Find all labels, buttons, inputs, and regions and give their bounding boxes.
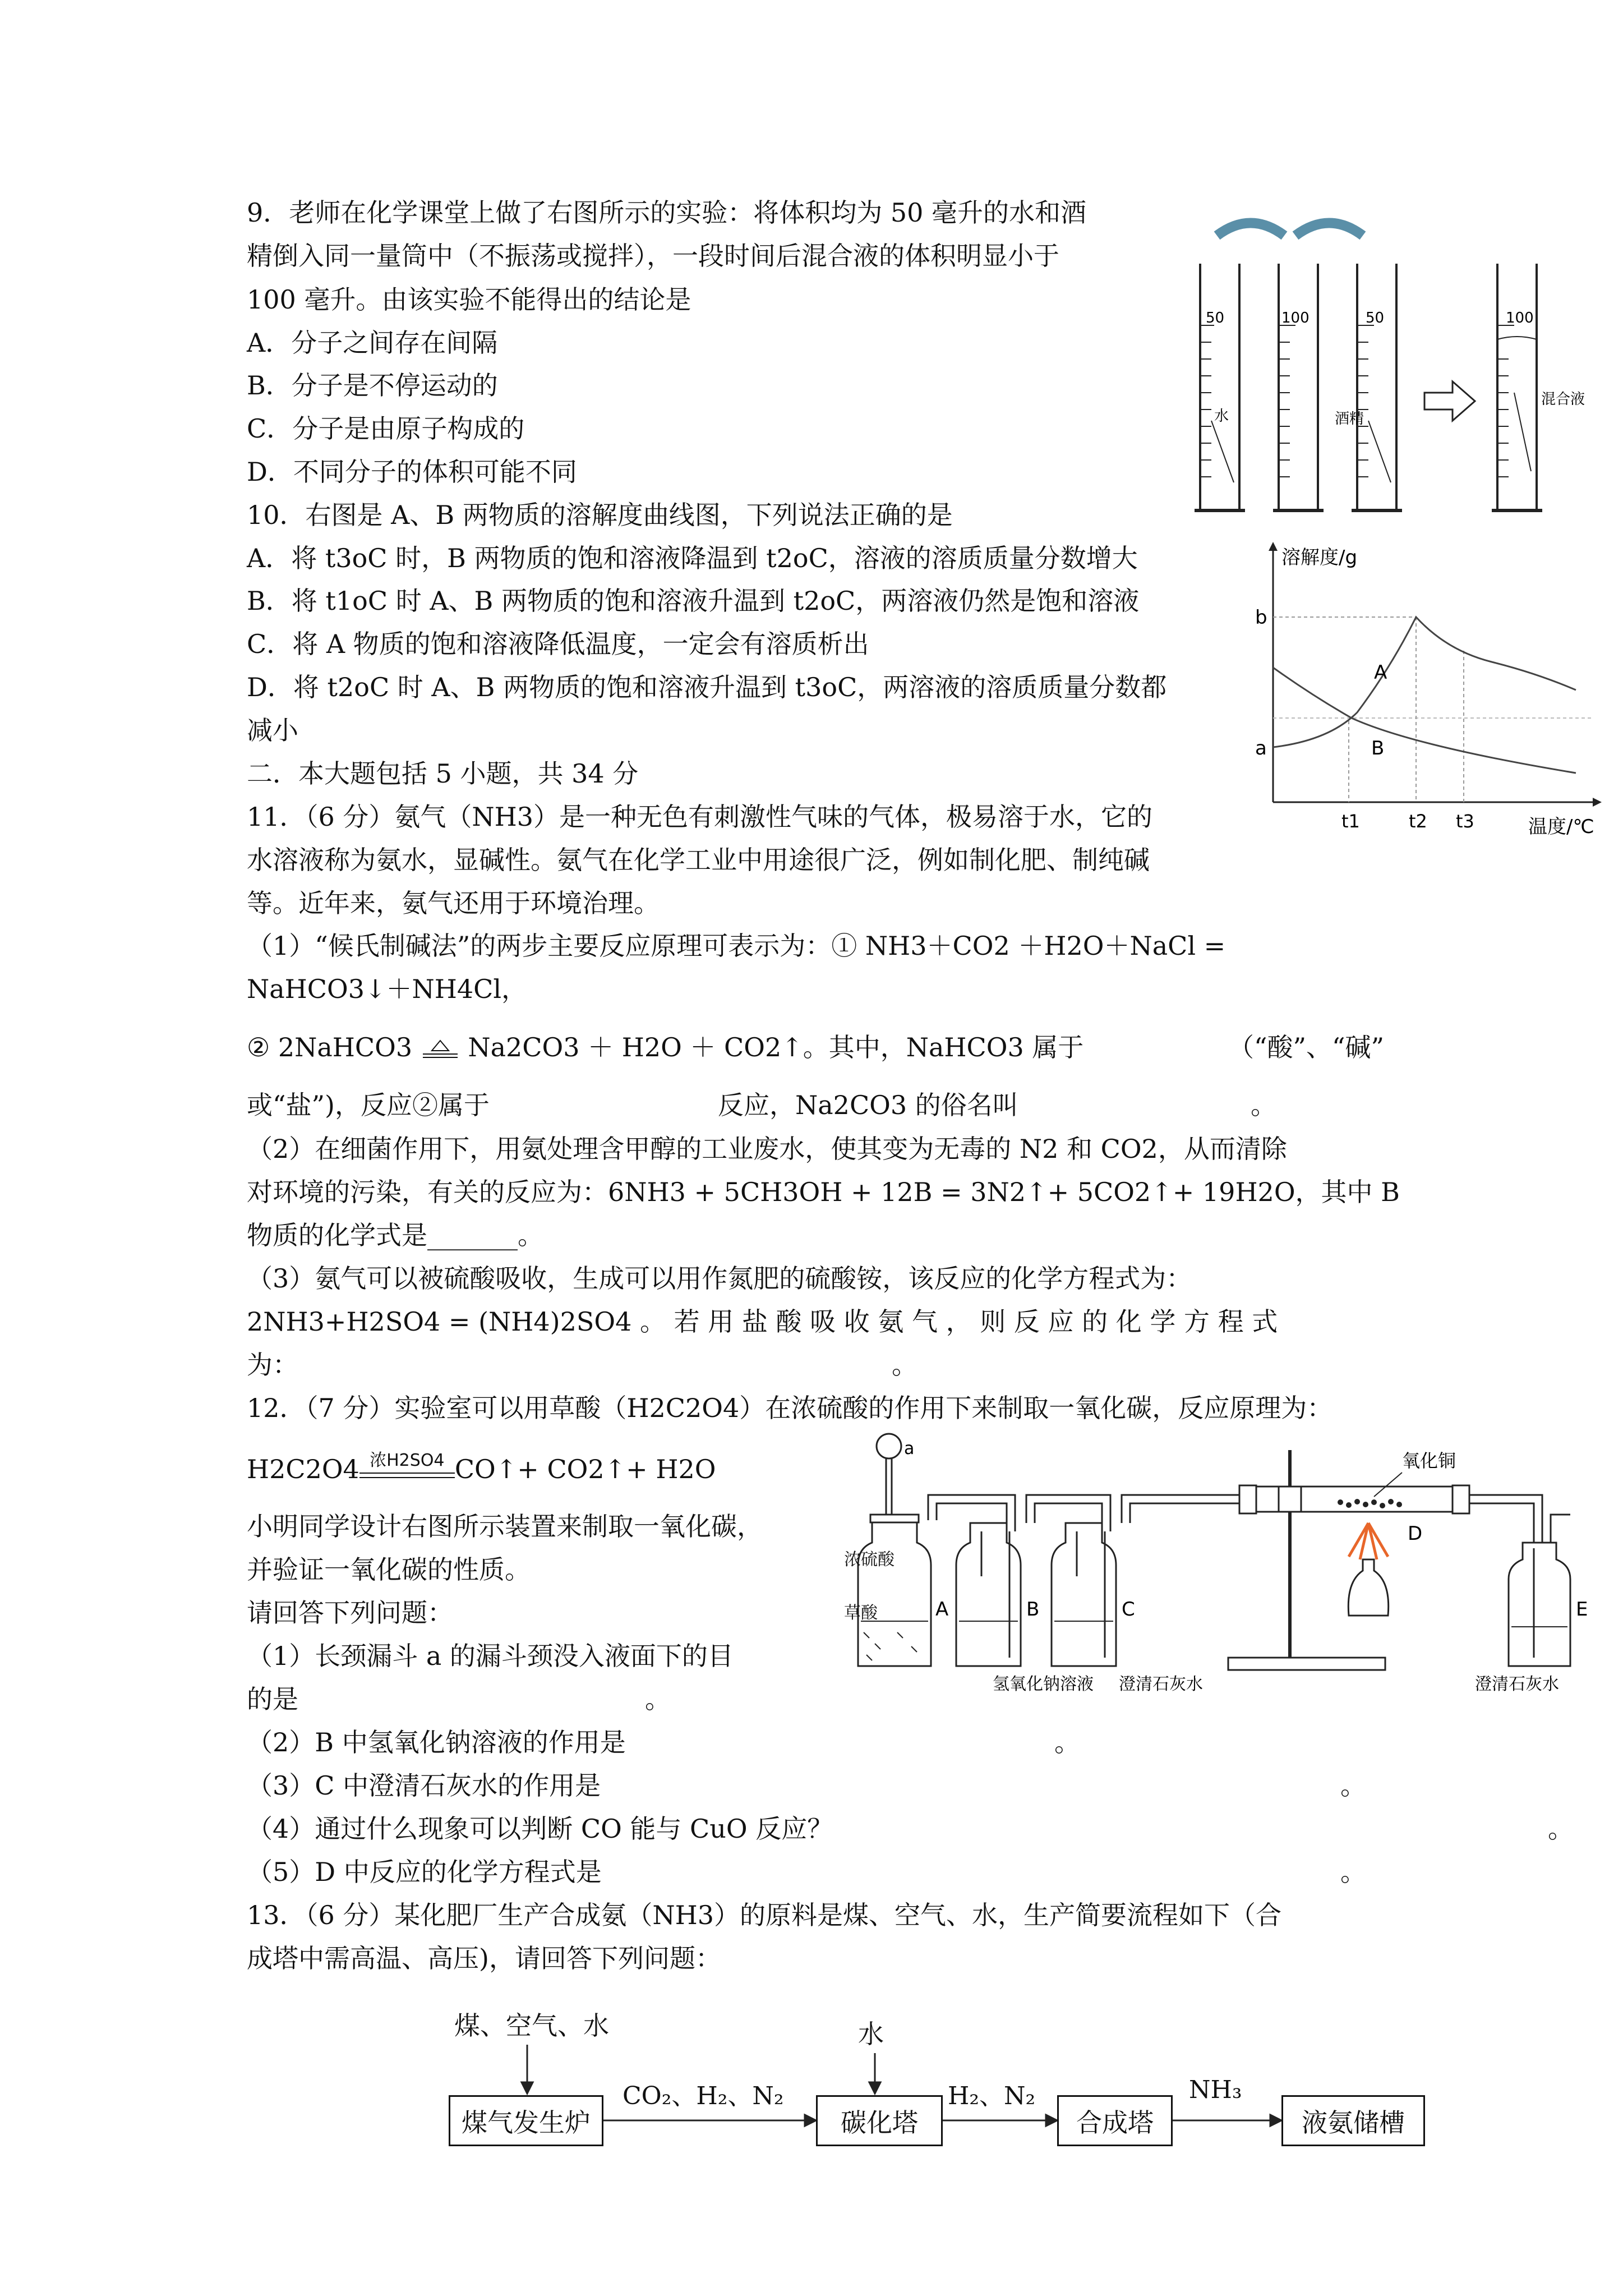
bottle-b xyxy=(956,1523,1039,1666)
bottle-e xyxy=(1509,1543,1588,1666)
q12-q1-period: 。 xyxy=(645,1684,671,1714)
q11-part2-line-2: 对环境的污染，有关的反应为：6NH3 + 5CH3OH + 12B = 3N2↑+ 5CO2↑+ 19H2O，其中 B xyxy=(247,1177,1400,1207)
tube-d-label: D xyxy=(1408,1522,1423,1545)
q12-q4-period: 。 xyxy=(1548,1814,1574,1844)
label-a-value: a xyxy=(1255,737,1267,760)
q9-option-c: C．分子是由原子构成的 xyxy=(247,413,525,444)
q12-q1-line-b: 的是 xyxy=(247,1684,298,1714)
cuo-label: 氧化铜 xyxy=(1402,1450,1456,1471)
result-arrow xyxy=(1424,381,1475,421)
q12-eq-left: H2C2O4 xyxy=(247,1454,359,1484)
q12-eq-condition-text: 浓H2SO4 xyxy=(370,1451,445,1470)
q12-q3-period: 。 xyxy=(1340,1770,1366,1801)
tube-d xyxy=(1228,1450,1469,1670)
limewater-1-label: 澄清石灰水 xyxy=(1119,1674,1203,1694)
cylinder-2-mark: 100 xyxy=(1281,310,1310,326)
y-axis-label: 溶解度/g xyxy=(1281,546,1358,569)
q13-line-1: 13．（6 分）某化肥厂生产合成氨（NH3）的原料是煤、空气、水，生产简要流程如下（合 xyxy=(247,1900,1282,1930)
flow-arrow-3-label: NH₃ xyxy=(1189,2076,1242,2104)
section-2-heading: 二．本大题包括 5 小题，共 34 分 xyxy=(247,758,639,789)
cylinder-4-label: 混合液 xyxy=(1541,391,1585,408)
q11-part3-line-1: （3）氨气可以被硫酸吸收，生成可以用作氮肥的硫酸铵，该反应的化学方程式为： xyxy=(247,1263,1192,1294)
cylinder-alcohol xyxy=(1335,264,1402,510)
q12-equation xyxy=(247,1453,716,1485)
label-b-value: b xyxy=(1255,606,1267,629)
q11-line-3: 等。近年来，氨气还用于环境治理。 xyxy=(247,888,660,918)
cylinder-mixture xyxy=(1492,264,1585,510)
flow-box-carbonization-tower: 碳化塔 xyxy=(816,2095,943,2146)
q9-line-3: 100 毫升。由该实验不能得出的结论是 xyxy=(247,284,691,315)
q10-option-b: B．将 t1oC 时 A、B 两物质的饱和溶液升温到 t2oC，两溶液仍然是饱和溶液 xyxy=(247,586,1140,616)
q12-q1-line-a: （1）长颈漏斗 a 的漏斗颈没入液面下的目 xyxy=(247,1641,734,1671)
q11-line-5: NaHCO3↓＋NH4Cl， xyxy=(247,974,528,1004)
q10-stem: 10．右图是 A、B 两物质的溶解度曲线图，下列说法正确的是 xyxy=(247,500,953,530)
q10-option-c: C．将 A 物质的饱和溶液降低温度，一定会有溶质析出 xyxy=(247,629,869,659)
q11-part2-line-1: （2）在细菌作用下，用氨处理含甲醇的工业废水，使其变为无毒的 N2 和 CO2，从而清除 xyxy=(247,1134,1287,1164)
flow-box-liquid-ammonia-tank: 液氨储槽 xyxy=(1281,2095,1425,2146)
q11-salt-line xyxy=(247,1089,490,1121)
cylinder-experiment-figure xyxy=(1183,213,1610,527)
flow-arrow-1-label: CO₂、H₂、N₂ xyxy=(623,2082,784,2110)
curve-a xyxy=(1273,617,1576,747)
cylinder-1-mark: 50 xyxy=(1206,310,1225,326)
tick-t2: t2 xyxy=(1409,811,1427,832)
q11-salt-a: 或“盐”)，反应②属于 xyxy=(247,1090,490,1120)
cylinder-3-mark: 50 xyxy=(1366,310,1385,326)
q10-option-d: D．将 t2oC 时 A、B 两物质的饱和溶液升温到 t3oC，两溶液的溶质质量分数都 xyxy=(247,672,1167,702)
solubility-curve-figure xyxy=(1245,539,1604,853)
bottle-e-label: E xyxy=(1576,1598,1588,1621)
naoh-label: 氢氧化钠溶液 xyxy=(993,1674,1094,1694)
q11-salt-c: 。 xyxy=(1251,1090,1276,1120)
flask-a xyxy=(858,1515,948,1666)
funnel-label: a xyxy=(904,1439,915,1458)
q9-option-d: D．不同分子的体积可能不同 xyxy=(247,457,577,487)
q12-eq-right: CO↑+ CO2↑+ H2O xyxy=(454,1454,716,1484)
q12-q5-period: 。 xyxy=(1340,1857,1366,1887)
q11-part3-line-3: 为： xyxy=(247,1350,298,1380)
q12-line-3: 请回答下列问题： xyxy=(247,1598,453,1628)
flow-input-1: 煤、空气、水 xyxy=(454,2010,609,2041)
q12-q4: （4）通过什么现象可以判断 CO 能与 CuO 反应？ xyxy=(247,1814,833,1844)
q11-eq2-products: Na2CO3 ＋ H2O ＋ CO2↑。其中，NaHCO3 属于 xyxy=(468,1032,1084,1062)
pour-arrow-1 xyxy=(1217,223,1284,236)
q9-option-b: B．分子是不停运动的 xyxy=(247,370,498,401)
q11-part3-period: 。 xyxy=(892,1350,917,1380)
flask-a-label: A xyxy=(935,1598,949,1621)
q11-salt-b: 反应，Na2CO3 的俗名叫 xyxy=(718,1090,1018,1120)
limewater-2-label: 澄清石灰水 xyxy=(1475,1674,1559,1694)
q11-equation-2 xyxy=(247,1031,1083,1064)
q11-line-4: （1）“候氏制碱法”的两步主要反应原理可表示为：① NH3＋CO2 ＋H2O＋NaCl = xyxy=(247,931,1226,961)
q9-option-a: A．分子之间存在间隔 xyxy=(247,328,498,358)
cylinder-3-label: 酒精 xyxy=(1335,411,1364,427)
q11-part3-line-2: 2NH3+H2SO4 = (NH4)2SO4 。 若 用 盐 酸 吸 收 氨 气 ， 则 反 应 的 化 学 方 程 式 xyxy=(247,1306,1278,1337)
q12-q3: （3）C 中澄清石灰水的作用是 xyxy=(247,1770,601,1801)
q12-line-1: 小明同学设计右图所示装置来制取一氧化碳， xyxy=(247,1511,763,1542)
co-apparatus-figure xyxy=(841,1430,1610,1700)
q12-eq-condition xyxy=(359,1451,455,1478)
q12-q2-period: 。 xyxy=(1054,1727,1080,1757)
q9-line-2: 精倒入同一量筒中（不振荡或搅拌），一段时间后混合液的体积明显小于 xyxy=(247,241,1059,271)
cylinder-empty xyxy=(1273,264,1324,510)
q13-line-2: 成塔中需高温、高压)，请回答下列问题： xyxy=(247,1943,721,1973)
flow-box-synthesis-tower: 合成塔 xyxy=(1057,2095,1173,2146)
q11-line-2: 水溶液称为氨水，显碱性。氨气在化学工业中用途很广泛，例如制化肥、制纯碱 xyxy=(247,845,1150,875)
q12-stem: 12．（7 分）实验室可以用草酸（H2C2O4）在浓硫酸的作用下来制取一氧化碳，反应原理为： xyxy=(247,1393,1333,1423)
flow-box-gas-generator: 煤气发生炉 xyxy=(449,2095,603,2146)
cylinder-4-mark: 100 xyxy=(1506,310,1534,326)
tick-t3: t3 xyxy=(1456,811,1474,832)
conc-acid-text: 浓硫酸 xyxy=(844,1550,895,1570)
cylinder-1-label: 水 xyxy=(1214,408,1229,425)
curve-b-label: B xyxy=(1371,737,1385,760)
q11-eq2-reactant: ② 2NaHCO3 xyxy=(247,1032,413,1062)
curve-a-label: A xyxy=(1374,661,1387,684)
tick-t1: t1 xyxy=(1341,811,1360,832)
flow-input-2: 水 xyxy=(858,2019,884,2049)
q12-q5: （5）D 中反应的化学方程式是 xyxy=(247,1857,602,1887)
q10-option-a: A．将 t3oC 时，B 两物质的饱和溶液降温到 t2oC，溶液的溶质质量分数增大 xyxy=(247,543,1138,573)
heat-triangle-icon xyxy=(421,1038,460,1061)
bottle-c xyxy=(1052,1523,1135,1666)
q12-q2: （2）B 中氢氧化钠溶液的作用是 xyxy=(247,1727,626,1757)
q11-part2-line-3: 物质的化学式是_______。 xyxy=(247,1220,543,1250)
oxalic-acid-text: 草酸 xyxy=(844,1603,878,1623)
x-axis-label: 温度/℃ xyxy=(1528,816,1594,838)
q12-line-2: 并验证一氧化碳的性质。 xyxy=(247,1554,531,1585)
q10-option-d-cont: 减小 xyxy=(247,715,298,746)
cylinder-water xyxy=(1195,264,1245,510)
flow-arrow-2-label: H₂、N₂ xyxy=(948,2082,1036,2110)
q9-line-1: 9．老师在化学课堂上做了右图所示的实验：将体积均为 50 毫升的水和酒 xyxy=(247,197,1087,228)
curve-b xyxy=(1273,668,1576,773)
pour-arrow-2 xyxy=(1295,223,1363,236)
bottle-b-label: B xyxy=(1026,1598,1040,1621)
q11-eq2-tail: （“酸”、“碱” xyxy=(1228,1032,1385,1062)
q11-line-1: 11．（6 分）氨气（NH3）是一种无色有刺激性气味的气体，极易溶于水，它的 xyxy=(247,802,1153,832)
bottle-c-label: C xyxy=(1122,1598,1135,1621)
